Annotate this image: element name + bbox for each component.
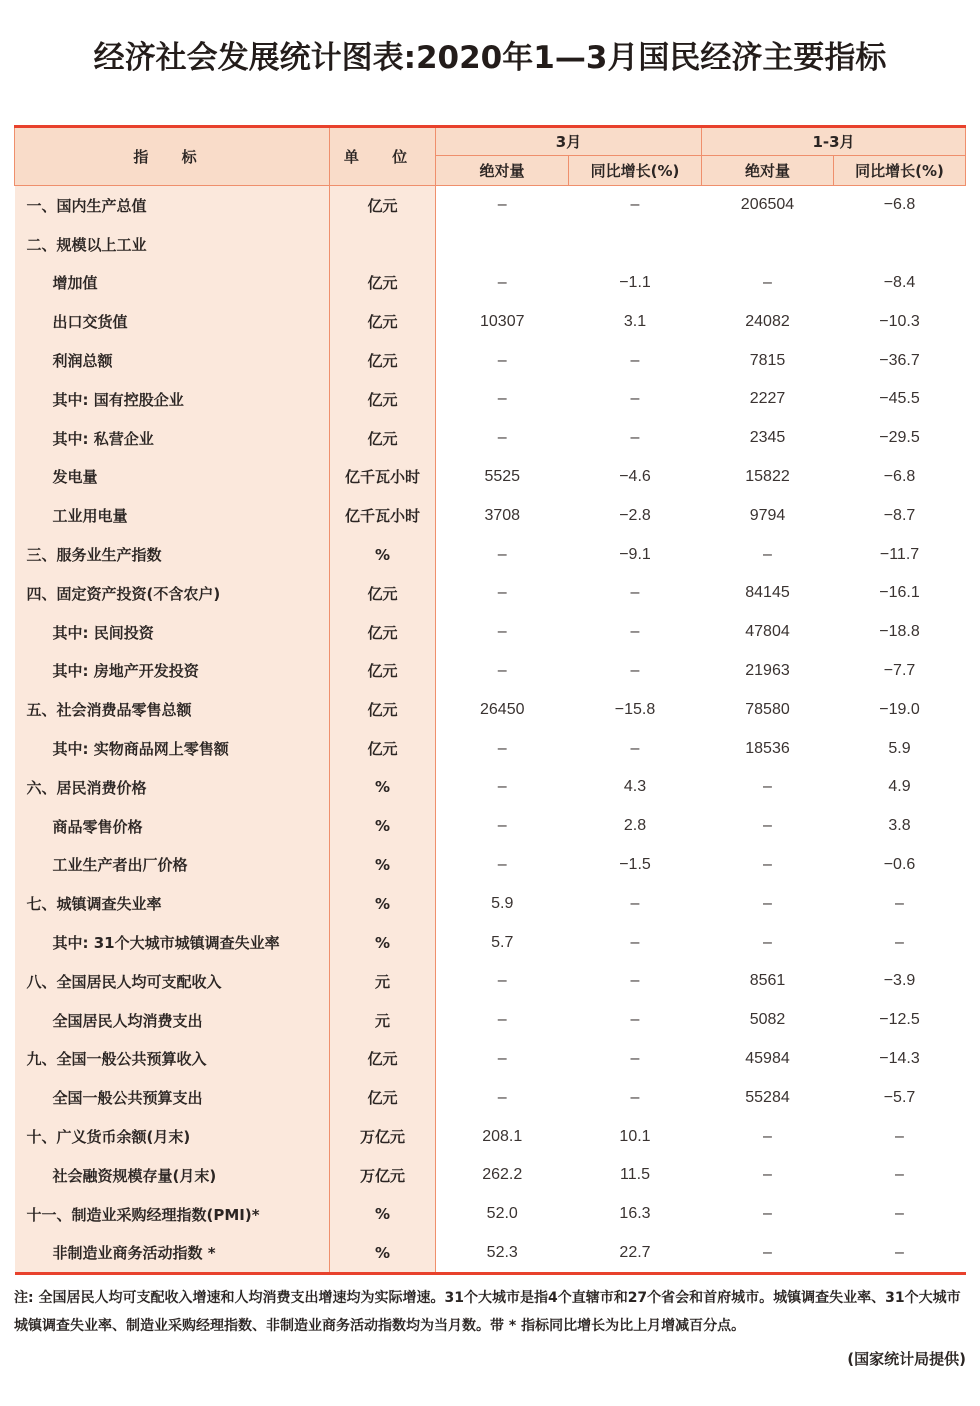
q1-yoy-cell: 4.9 bbox=[888, 778, 911, 796]
q1-yoy-cell: −7.7 bbox=[883, 661, 916, 679]
unit-cell: 亿元 bbox=[330, 729, 436, 768]
table-row bbox=[15, 302, 966, 341]
q1-absolute-cell: 2227 bbox=[749, 390, 786, 408]
table-row bbox=[15, 1040, 966, 1079]
unit-cell: 亿元 bbox=[330, 690, 436, 729]
q1-absolute-cell: 9794 bbox=[749, 506, 786, 524]
table-row bbox=[15, 186, 966, 225]
q1-absolute-cell: – bbox=[763, 817, 772, 835]
table-row bbox=[15, 1117, 966, 1156]
indicator-name: 六、居民消费价格 bbox=[15, 768, 330, 807]
table-row bbox=[15, 652, 966, 691]
q1-absolute-cell: 78580 bbox=[745, 700, 790, 718]
unit-cell: 元 bbox=[330, 962, 436, 1001]
q1-yoy-cell: −3.9 bbox=[883, 972, 916, 990]
footnote: 注: 全国居民人均可支配收入增速和人均消费支出增速均为实际增速。31个大城市是指4个直辖市和27个省会和首府城市。城镇调查失业率、31个大城市城镇调查失业率、制造业采购经理指数、非制造业商务活动指数均为当月数。带 * 指标同比增长为比上月增减百分点。 bbox=[14, 1290, 961, 1334]
march-absolute-cell: – bbox=[497, 390, 507, 408]
indicator-name: 九、全国一般公共预算收入 bbox=[15, 1040, 330, 1079]
march-absolute-cell: – bbox=[497, 1011, 507, 1029]
page-title: 经济社会发展统计图表:2020年1—3月国民经济主要指标 bbox=[93, 40, 887, 76]
table-row bbox=[15, 225, 966, 264]
table-row bbox=[15, 341, 966, 380]
march-absolute-cell: – bbox=[436, 186, 569, 225]
q1-yoy-cell: – bbox=[834, 1234, 966, 1274]
table-row bbox=[15, 962, 966, 1001]
q1-absolute-cell: – bbox=[763, 545, 772, 563]
q1-yoy-cell: −36.7 bbox=[879, 351, 920, 369]
march-absolute-cell: – bbox=[497, 623, 507, 641]
q1-absolute-cell: 24082 bbox=[745, 312, 790, 330]
unit-cell: % bbox=[330, 923, 436, 962]
march-yoy-cell: – bbox=[569, 186, 702, 225]
unit-cell: 万亿元 bbox=[330, 1156, 436, 1195]
q1-yoy-cell: −5.7 bbox=[883, 1088, 916, 1106]
q1-yoy-cell: −45.5 bbox=[879, 390, 920, 408]
indicator-name: 七、城镇调查失业率 bbox=[15, 884, 330, 923]
indicator-name: 工业生产者出厂价格 bbox=[15, 846, 330, 885]
indicator-name: 商品零售价格 bbox=[15, 807, 330, 846]
unit-cell: 亿元 bbox=[330, 380, 436, 419]
unit-cell: 元 bbox=[330, 1001, 436, 1040]
table-row bbox=[15, 1234, 966, 1274]
march-yoy-cell: – bbox=[630, 933, 640, 951]
q1-yoy-cell: −6.8 bbox=[883, 467, 916, 485]
indicator-name: 三、服务业生产指数 bbox=[15, 535, 330, 574]
header-march-absolute: 绝对量 bbox=[436, 156, 569, 186]
table-row bbox=[15, 613, 966, 652]
unit-cell: % bbox=[330, 1234, 436, 1274]
q1-yoy-cell bbox=[834, 225, 966, 264]
header-indicator: 指 标 bbox=[15, 127, 330, 186]
q1-absolute-cell: – bbox=[763, 1166, 772, 1184]
q1-yoy-cell: −10.3 bbox=[879, 312, 920, 330]
q1-absolute-cell: – bbox=[763, 1205, 772, 1223]
march-yoy-cell: −1.1 bbox=[619, 273, 651, 291]
q1-absolute-cell: 21963 bbox=[745, 661, 790, 679]
q1-absolute-cell: – bbox=[702, 1234, 834, 1274]
table-row bbox=[15, 535, 966, 574]
q1-absolute-cell bbox=[702, 225, 834, 264]
unit-cell: 亿元 bbox=[330, 613, 436, 652]
march-yoy-cell bbox=[569, 225, 702, 264]
march-yoy-cell: −9.1 bbox=[619, 545, 651, 563]
unit-cell bbox=[330, 225, 436, 264]
table-row bbox=[15, 846, 966, 885]
march-yoy-cell: – bbox=[630, 739, 640, 757]
q1-yoy-cell: −6.8 bbox=[834, 186, 966, 225]
table-row bbox=[15, 264, 966, 303]
q1-absolute-cell: 206504 bbox=[702, 186, 834, 225]
q1-absolute-cell: – bbox=[763, 933, 772, 951]
unit-cell: 亿元 bbox=[330, 574, 436, 613]
q1-yoy-cell: −8.4 bbox=[883, 273, 916, 291]
indicator-name: 全国一般公共预算支出 bbox=[15, 1078, 330, 1117]
indicator-name: 工业用电量 bbox=[15, 496, 330, 535]
unit-cell: 万亿元 bbox=[330, 1117, 436, 1156]
march-yoy-cell: 4.3 bbox=[623, 778, 647, 796]
indicator-name: 十一、制造业采购经理指数(PMI)* bbox=[15, 1195, 330, 1234]
table-row bbox=[15, 380, 966, 419]
q1-yoy-cell: 3.8 bbox=[888, 817, 911, 835]
unit-cell: 亿元 bbox=[330, 652, 436, 691]
header-q1-absolute: 绝对量 bbox=[702, 156, 834, 186]
march-absolute-cell: 3708 bbox=[484, 506, 521, 524]
march-absolute-cell: – bbox=[497, 429, 507, 447]
march-yoy-cell: – bbox=[630, 1049, 640, 1067]
q1-absolute-cell: 45984 bbox=[745, 1049, 790, 1067]
q1-absolute-cell: 15822 bbox=[745, 467, 790, 485]
march-absolute-cell: – bbox=[497, 351, 507, 369]
march-absolute-cell: – bbox=[497, 972, 507, 990]
march-yoy-cell: −15.8 bbox=[614, 700, 656, 718]
indicator-name: 其中: 国有控股企业 bbox=[15, 380, 330, 419]
march-absolute-cell bbox=[436, 225, 569, 264]
march-absolute-cell: 5.7 bbox=[491, 933, 514, 951]
march-absolute-cell: – bbox=[497, 817, 507, 835]
march-yoy-cell: – bbox=[630, 390, 640, 408]
q1-absolute-cell: 8561 bbox=[749, 972, 786, 990]
unit-cell: 亿千瓦小时 bbox=[330, 496, 436, 535]
unit-cell: % bbox=[330, 807, 436, 846]
march-absolute-cell: – bbox=[497, 1049, 507, 1067]
march-yoy-cell: −1.5 bbox=[619, 855, 651, 873]
march-absolute-cell: – bbox=[497, 1088, 507, 1106]
march-absolute-cell: – bbox=[497, 273, 507, 291]
q1-yoy-cell: −0.6 bbox=[883, 855, 916, 873]
march-yoy-cell: 10.1 bbox=[619, 1127, 651, 1145]
march-yoy-cell: −2.8 bbox=[619, 506, 651, 524]
q1-yoy-cell: – bbox=[895, 1127, 904, 1145]
q1-yoy-cell: – bbox=[895, 894, 904, 912]
q1-yoy-cell: −12.5 bbox=[879, 1011, 920, 1029]
source-credit: (国家统计局提供) bbox=[847, 1350, 966, 1368]
q1-absolute-cell: – bbox=[763, 1127, 772, 1145]
q1-yoy-cell: −14.3 bbox=[879, 1049, 920, 1067]
unit-cell: 亿元 bbox=[330, 186, 436, 225]
indicator-name: 增加值 bbox=[15, 264, 330, 303]
march-absolute-cell: – bbox=[497, 584, 507, 602]
table-row bbox=[15, 923, 966, 962]
indicator-name: 全国居民人均消费支出 bbox=[15, 1001, 330, 1040]
march-absolute-cell: 26450 bbox=[480, 700, 525, 718]
unit-cell: 亿元 bbox=[330, 302, 436, 341]
table-body bbox=[15, 186, 966, 1274]
table-row bbox=[15, 1078, 966, 1117]
march-absolute-cell: – bbox=[497, 739, 507, 757]
q1-absolute-cell: – bbox=[763, 273, 772, 291]
indicator-table bbox=[14, 125, 965, 1275]
q1-yoy-cell: −11.7 bbox=[879, 545, 920, 563]
table-row bbox=[15, 1001, 966, 1040]
table-row bbox=[15, 1156, 966, 1195]
indicator-name: 一、国内生产总值 bbox=[15, 186, 330, 225]
q1-yoy-cell: 5.9 bbox=[888, 739, 911, 757]
indicator-name: 出口交货值 bbox=[15, 302, 330, 341]
march-absolute-cell: 5525 bbox=[484, 467, 521, 485]
q1-absolute-cell: 47804 bbox=[745, 623, 790, 641]
indicator-name: 五、社会消费品零售总额 bbox=[15, 690, 330, 729]
indicator-name: 社会融资规模存量(月末) bbox=[15, 1156, 330, 1195]
march-yoy-cell: 22.7 bbox=[569, 1234, 702, 1274]
header-group-q1: 1-3月 bbox=[702, 127, 966, 156]
q1-absolute-cell: – bbox=[763, 894, 772, 912]
q1-absolute-cell: – bbox=[763, 855, 772, 873]
march-yoy-cell: 16.3 bbox=[619, 1205, 651, 1223]
march-absolute-cell: 208.1 bbox=[482, 1127, 523, 1145]
q1-yoy-cell: – bbox=[895, 1166, 904, 1184]
march-absolute-cell: – bbox=[497, 661, 507, 679]
table-row bbox=[15, 807, 966, 846]
march-absolute-cell: 262.2 bbox=[482, 1166, 523, 1184]
q1-yoy-cell: −18.8 bbox=[879, 623, 920, 641]
q1-absolute-cell: 84145 bbox=[745, 584, 790, 602]
march-absolute-cell: 10307 bbox=[480, 312, 525, 330]
table-row bbox=[15, 458, 966, 497]
q1-yoy-cell: −8.7 bbox=[883, 506, 916, 524]
table-row bbox=[15, 419, 966, 458]
header-q1-yoy: 同比增长(%) bbox=[834, 156, 966, 186]
march-yoy-cell: 11.5 bbox=[620, 1166, 650, 1184]
indicator-name: 八、全国居民人均可支配收入 bbox=[15, 962, 330, 1001]
header-march-yoy: 同比增长(%) bbox=[569, 156, 702, 186]
march-yoy-cell: 2.8 bbox=[623, 817, 647, 835]
q1-absolute-cell: 2345 bbox=[749, 429, 786, 447]
unit-cell: 亿元 bbox=[330, 264, 436, 303]
q1-yoy-cell: −19.0 bbox=[879, 700, 920, 718]
indicator-name: 其中: 私营企业 bbox=[15, 419, 330, 458]
march-absolute-cell: 52.0 bbox=[486, 1205, 518, 1223]
unit-cell: 亿元 bbox=[330, 419, 436, 458]
table-row bbox=[15, 884, 966, 923]
q1-yoy-cell: −29.5 bbox=[879, 429, 920, 447]
unit-cell: % bbox=[330, 768, 436, 807]
march-absolute-cell: 52.3 bbox=[436, 1234, 569, 1274]
indicator-name: 利润总额 bbox=[15, 341, 330, 380]
unit-cell: % bbox=[330, 884, 436, 923]
march-yoy-cell: – bbox=[630, 584, 640, 602]
indicator-name: 四、固定资产投资(不含农户) bbox=[15, 574, 330, 613]
unit-cell: 亿元 bbox=[330, 341, 436, 380]
march-yoy-cell: – bbox=[630, 661, 640, 679]
header-unit: 单 位 bbox=[330, 127, 436, 186]
march-yoy-cell: – bbox=[630, 972, 640, 990]
indicator-name: 发电量 bbox=[15, 458, 330, 497]
q1-yoy-cell: – bbox=[895, 1205, 904, 1223]
unit-cell: 亿元 bbox=[330, 1078, 436, 1117]
unit-cell: % bbox=[330, 1195, 436, 1234]
unit-cell: 亿千瓦小时 bbox=[330, 458, 436, 497]
q1-yoy-cell: – bbox=[895, 933, 904, 951]
q1-absolute-cell: 18536 bbox=[745, 739, 790, 757]
march-yoy-cell: – bbox=[630, 351, 640, 369]
indicator-name: 其中: 房地产开发投资 bbox=[15, 652, 330, 691]
table-row bbox=[15, 690, 966, 729]
q1-absolute-cell: 5082 bbox=[749, 1011, 786, 1029]
indicator-name: 十、广义货币余额(月末) bbox=[15, 1117, 330, 1156]
march-absolute-cell: – bbox=[497, 778, 507, 796]
march-yoy-cell: −4.6 bbox=[619, 467, 651, 485]
unit-cell: 亿元 bbox=[330, 1040, 436, 1079]
table-row bbox=[15, 768, 966, 807]
march-yoy-cell: – bbox=[630, 623, 640, 641]
q1-absolute-cell: 55284 bbox=[745, 1088, 790, 1106]
march-absolute-cell: – bbox=[497, 855, 507, 873]
table-row bbox=[15, 1195, 966, 1234]
unit-cell: % bbox=[330, 535, 436, 574]
q1-absolute-cell: 7815 bbox=[749, 351, 786, 369]
q1-absolute-cell: – bbox=[763, 778, 772, 796]
header-group-march: 3月 bbox=[436, 127, 702, 156]
q1-yoy-cell: −16.1 bbox=[879, 584, 920, 602]
table-row bbox=[15, 729, 966, 768]
march-yoy-cell: – bbox=[630, 1088, 640, 1106]
table-row bbox=[15, 496, 966, 535]
indicator-name: 二、规模以上工业 bbox=[15, 225, 330, 264]
march-yoy-cell: – bbox=[630, 894, 640, 912]
table-row bbox=[15, 574, 966, 613]
unit-cell: % bbox=[330, 846, 436, 885]
indicator-name: 其中: 实物商品网上零售额 bbox=[15, 729, 330, 768]
march-yoy-cell: – bbox=[630, 1011, 640, 1029]
march-yoy-cell: – bbox=[630, 429, 640, 447]
indicator-name: 其中: 31个大城市城镇调查失业率 bbox=[15, 923, 330, 962]
march-yoy-cell: 3.1 bbox=[623, 312, 647, 330]
march-absolute-cell: – bbox=[497, 545, 507, 563]
indicator-name: 非制造业商务活动指数 * bbox=[15, 1234, 330, 1274]
march-absolute-cell: 5.9 bbox=[491, 894, 514, 912]
indicator-name: 其中: 民间投资 bbox=[15, 613, 330, 652]
